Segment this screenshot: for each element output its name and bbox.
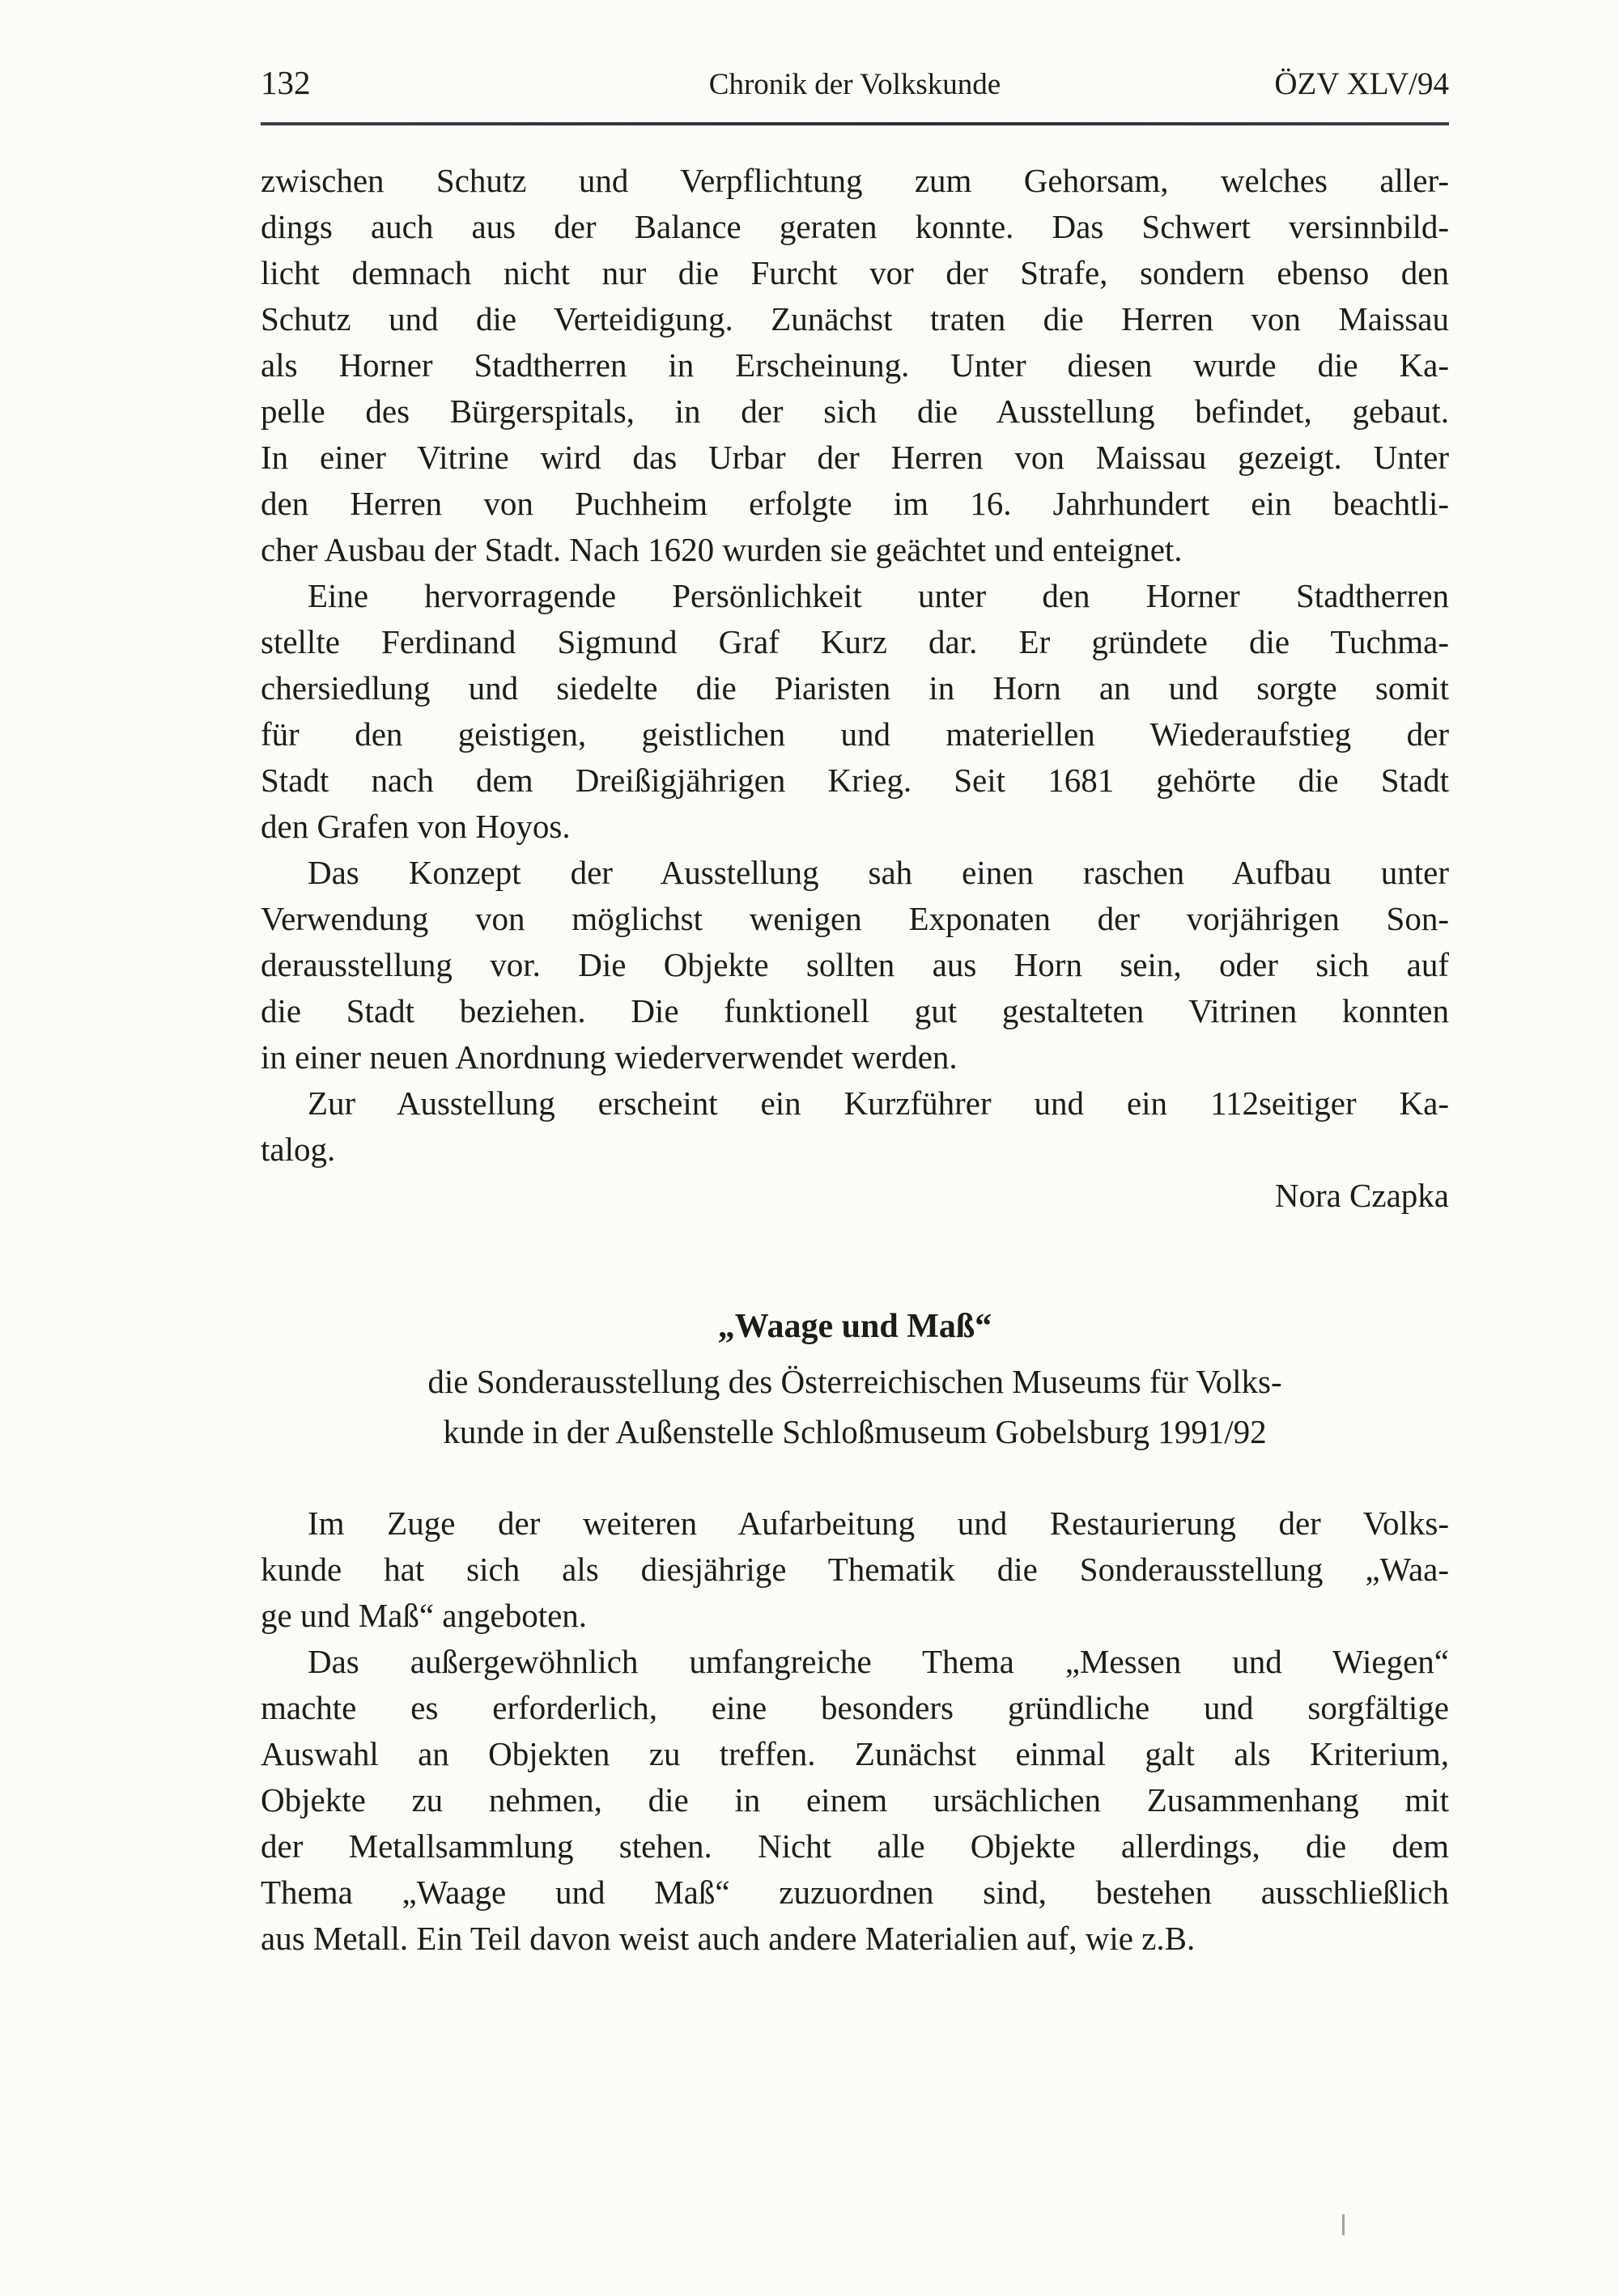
- text-line: Zur Ausstellung erscheint ein Kurzführer und ein 112seitiger Ka-: [308, 1084, 1449, 1122]
- paragraph: [261, 1080, 1449, 1173]
- text-line: die Stadt beziehen. Die funktionell gut gestalteten Vitrinen konnten: [261, 992, 1449, 1029]
- text-line: als Horner Stadtherren in Erscheinung. Unter diesen wurde die Ka-: [261, 346, 1449, 384]
- text-line: Stadt nach dem Dreißigjährigen Krieg. Seit 1681 gehörte die Stadt: [261, 762, 1449, 799]
- text-line: Eine hervorragende Persönlichkeit unter den Horner Stadtherren: [308, 577, 1449, 614]
- scan-artifact: [1342, 2214, 1345, 2235]
- text-line: cher Ausbau der Stadt. Nach 1620 wurden sie geächtet und enteignet.: [261, 531, 1183, 568]
- text-line: für den geistigen, geistlichen und materiellen Wiederaufstieg der: [261, 715, 1449, 753]
- text-line: in einer neuen Anordnung wiederverwendet werden.: [261, 1038, 958, 1076]
- text-line: Das Konzept der Ausstellung sah einen raschen Aufbau unter: [308, 854, 1449, 891]
- text-line: kunde hat sich als diesjährige Thematik die Sonderausstellung „Waa-: [261, 1551, 1449, 1588]
- text-line: den Herren von Puchheim erfolgte im 16. Jahrhundert ein beachtli-: [261, 485, 1449, 522]
- text-line: stellte Ferdinand Sigmund Graf Kurz dar. Er gründete die Tuchma-: [261, 623, 1449, 660]
- journal-title: Chronik der Volkskunde: [708, 68, 1001, 101]
- paragraph: [261, 1500, 1449, 1639]
- text-line: Objekte zu nehmen, die in einem ursächlichen Zusammenhang mit: [261, 1781, 1449, 1819]
- text-line: chersiedlung und siedelte die Piaristen in Horn an und sorgte somit: [261, 669, 1449, 707]
- issue-label: ÖZV XLV/94: [1274, 66, 1449, 101]
- scanned-page: [261, 0, 1449, 1962]
- text-line: zwischen Schutz und Verpflichtung zum Gehorsam, welches aller-: [261, 162, 1449, 199]
- text-line: pelle des Bürgerspitals, in der sich die Ausstellung befindet, gebaut.: [261, 393, 1449, 430]
- text-line: Auswahl an Objekten zu treffen. Zunächst einmal galt als Kriterium,: [261, 1735, 1449, 1772]
- text-line: Verwendung von möglichst wenigen Exponaten der vorjährigen Son-: [261, 900, 1449, 937]
- text-line: ge und Maß“ angeboten.: [261, 1597, 588, 1634]
- paragraph: [261, 1639, 1449, 1962]
- subtitle-line: kunde in der Außenstelle Schloßmuseum Gobelsburg 1991/92: [443, 1413, 1267, 1450]
- article-continuation-body: [261, 158, 1449, 1173]
- author-signature: Nora Czapka: [1274, 1177, 1449, 1214]
- text-line: derausstellung vor. Die Objekte sollten aus Horn sein, oder sich auf: [261, 946, 1449, 983]
- text-line: dings auch aus der Balance geraten konnte. Das Schwert versinnbild-: [261, 208, 1449, 245]
- text-line: aus Metall. Ein Teil davon weist auch andere Materialien auf, wie z.B.: [261, 1920, 1196, 1957]
- paragraph: [261, 850, 1449, 1080]
- page-header: [261, 63, 1449, 104]
- text-line: Schutz und die Verteidigung. Zunächst traten die Herren von Maissau: [261, 300, 1449, 337]
- article-body: [261, 1500, 1449, 1962]
- paragraph: [261, 158, 1449, 573]
- article-title: „Waage und Maß“: [717, 1308, 992, 1345]
- text-line: Im Zuge der weiteren Aufarbeitung und Restaurierung der Volks-: [308, 1504, 1449, 1542]
- header-rule: [261, 122, 1449, 125]
- text-line: In einer Vitrine wird das Urbar der Herren von Maissau gezeigt. Unter: [261, 439, 1449, 476]
- paragraph: [261, 573, 1449, 850]
- article-subtitle: [261, 1356, 1449, 1457]
- text-line: talog.: [261, 1131, 336, 1168]
- subtitle-line: die Sonderausstellung des Österreichischen Museums für Volks-: [427, 1363, 1282, 1400]
- page-number: 132: [261, 64, 311, 101]
- text-line: licht demnach nicht nur die Furcht vor der Strafe, sondern ebenso den: [261, 254, 1449, 291]
- text-line: Thema „Waage und Maß“ zuzuordnen sind, bestehen ausschließlich: [261, 1874, 1449, 1911]
- text-line: Das außergewöhnlich umfangreiche Thema „Messen und Wiegen“: [308, 1643, 1449, 1680]
- text-line: der Metallsammlung stehen. Nicht alle Objekte allerdings, die dem: [261, 1827, 1449, 1865]
- text-line: den Grafen von Hoyos.: [261, 808, 571, 845]
- text-line: machte es erforderlich, eine besonders gründliche und sorgfältige: [261, 1689, 1449, 1726]
